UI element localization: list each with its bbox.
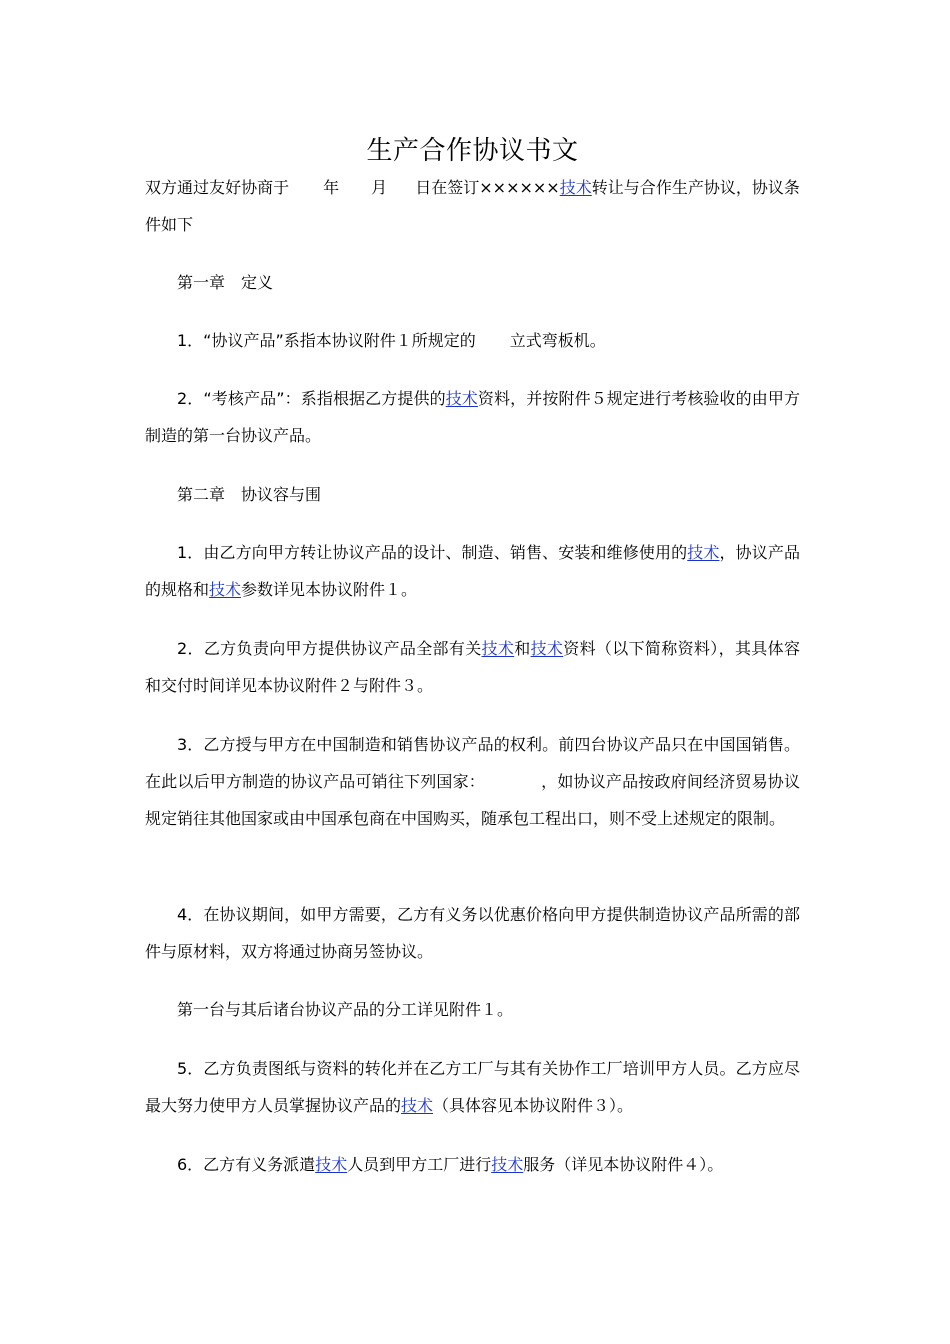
item-text: 资料（以下简称资料），其具体容和交付时间详见本协议附件２与附件３。 xyxy=(145,639,800,695)
item-text: 立式弯板机。 xyxy=(509,331,606,350)
item-text: 和 xyxy=(514,639,531,658)
chapter-2-item-5 xyxy=(145,1050,800,1124)
intro-text-1: 双方通过友好协商于 xyxy=(145,178,290,197)
intro-year: 年 xyxy=(323,178,340,197)
document-title: 生产合作协议书文 xyxy=(366,136,579,166)
technology-link[interactable]: 技术 xyxy=(209,580,242,599)
item-text: 1．“协议产品”系指本协议附件１所规定的 xyxy=(177,331,476,350)
technology-link[interactable]: 技术 xyxy=(481,639,515,658)
chapter-2-item-1 xyxy=(145,534,800,608)
item-text: 1．由乙方向甲方转让协议产品的设计、制造、销售、安装和维修使用的 xyxy=(177,543,688,562)
item-text: ，协议产品的规格和 xyxy=(145,543,800,599)
chapter-2-item-6 xyxy=(145,1146,800,1183)
item-text: 参数详见本协议附件１。 xyxy=(241,580,418,599)
item-text: 人员到甲方工厂进行 xyxy=(347,1155,492,1174)
technology-link[interactable]: 技术 xyxy=(491,1155,524,1174)
technology-link[interactable]: 技术 xyxy=(530,639,564,658)
chapter-2-item-4: 4．在协议期间，如甲方需要，乙方有义务以优惠价格向甲方提供制造协议产品所需的部件与原材料，双方将通过协商另签协议。 xyxy=(145,905,800,961)
chapter-1-item-1 xyxy=(145,322,800,359)
item-text: （具体容见本协议附件３）。 xyxy=(433,1096,634,1115)
chapter-2-item-2 xyxy=(145,630,800,704)
item-text: 2．乙方负责向甲方提供协议产品全部有关 xyxy=(177,639,482,658)
technology-link[interactable]: 技术 xyxy=(445,389,478,408)
chapter-1-heading: 第一章 定义 xyxy=(177,273,274,292)
intro-paragraph xyxy=(145,169,800,243)
technology-link[interactable]: 技术 xyxy=(687,543,720,562)
intro-text-2: 日在签订×××××× xyxy=(415,178,560,197)
chapter-2-item-4-note: 第一台与其后诸台协议产品的分工详见附件１。 xyxy=(177,1000,514,1019)
technology-link[interactable]: 技术 xyxy=(401,1096,434,1115)
item-text: 2．“考核产品”：系指根据乙方提供的 xyxy=(177,389,446,408)
item-text: 3．乙方授与甲方在中国制造和销售协议产品的权利。前四台协议产品只在中国国销售。在此以后甲方制造的协议产品可销往下列国家： xyxy=(145,735,800,791)
item-text: ，如协议产品按政府间经济贸易协议规定销往其他国家或由中国承包商在中国购买，随承包工程出口，则不受上述规定的限制。 xyxy=(145,772,800,828)
item-text: 资料，并按附件５规定进行考核验收的由甲方制造的第一台协议产品。 xyxy=(145,389,800,445)
intro-month: 月 xyxy=(371,178,388,197)
chapter-2-item-3 xyxy=(145,726,800,837)
chapter-1-item-2 xyxy=(145,380,800,454)
technology-link[interactable]: 技术 xyxy=(559,178,592,197)
technology-link[interactable]: 技术 xyxy=(315,1155,348,1174)
item-text: 5．乙方负责图纸与资料的转化并在乙方工厂与其有关协作工厂培训甲方人员。乙方应尽最大努力使甲方人员掌握协议产品的 xyxy=(145,1059,800,1115)
intro-text-3: 转让与合作生产协议，协议条件如下 xyxy=(145,178,800,234)
item-text: 服务（详见本协议附件４）。 xyxy=(523,1155,724,1174)
chapter-2-heading: 第二章 协议容与围 xyxy=(177,485,322,504)
item-text: 6．乙方有义务派遣 xyxy=(177,1155,316,1174)
